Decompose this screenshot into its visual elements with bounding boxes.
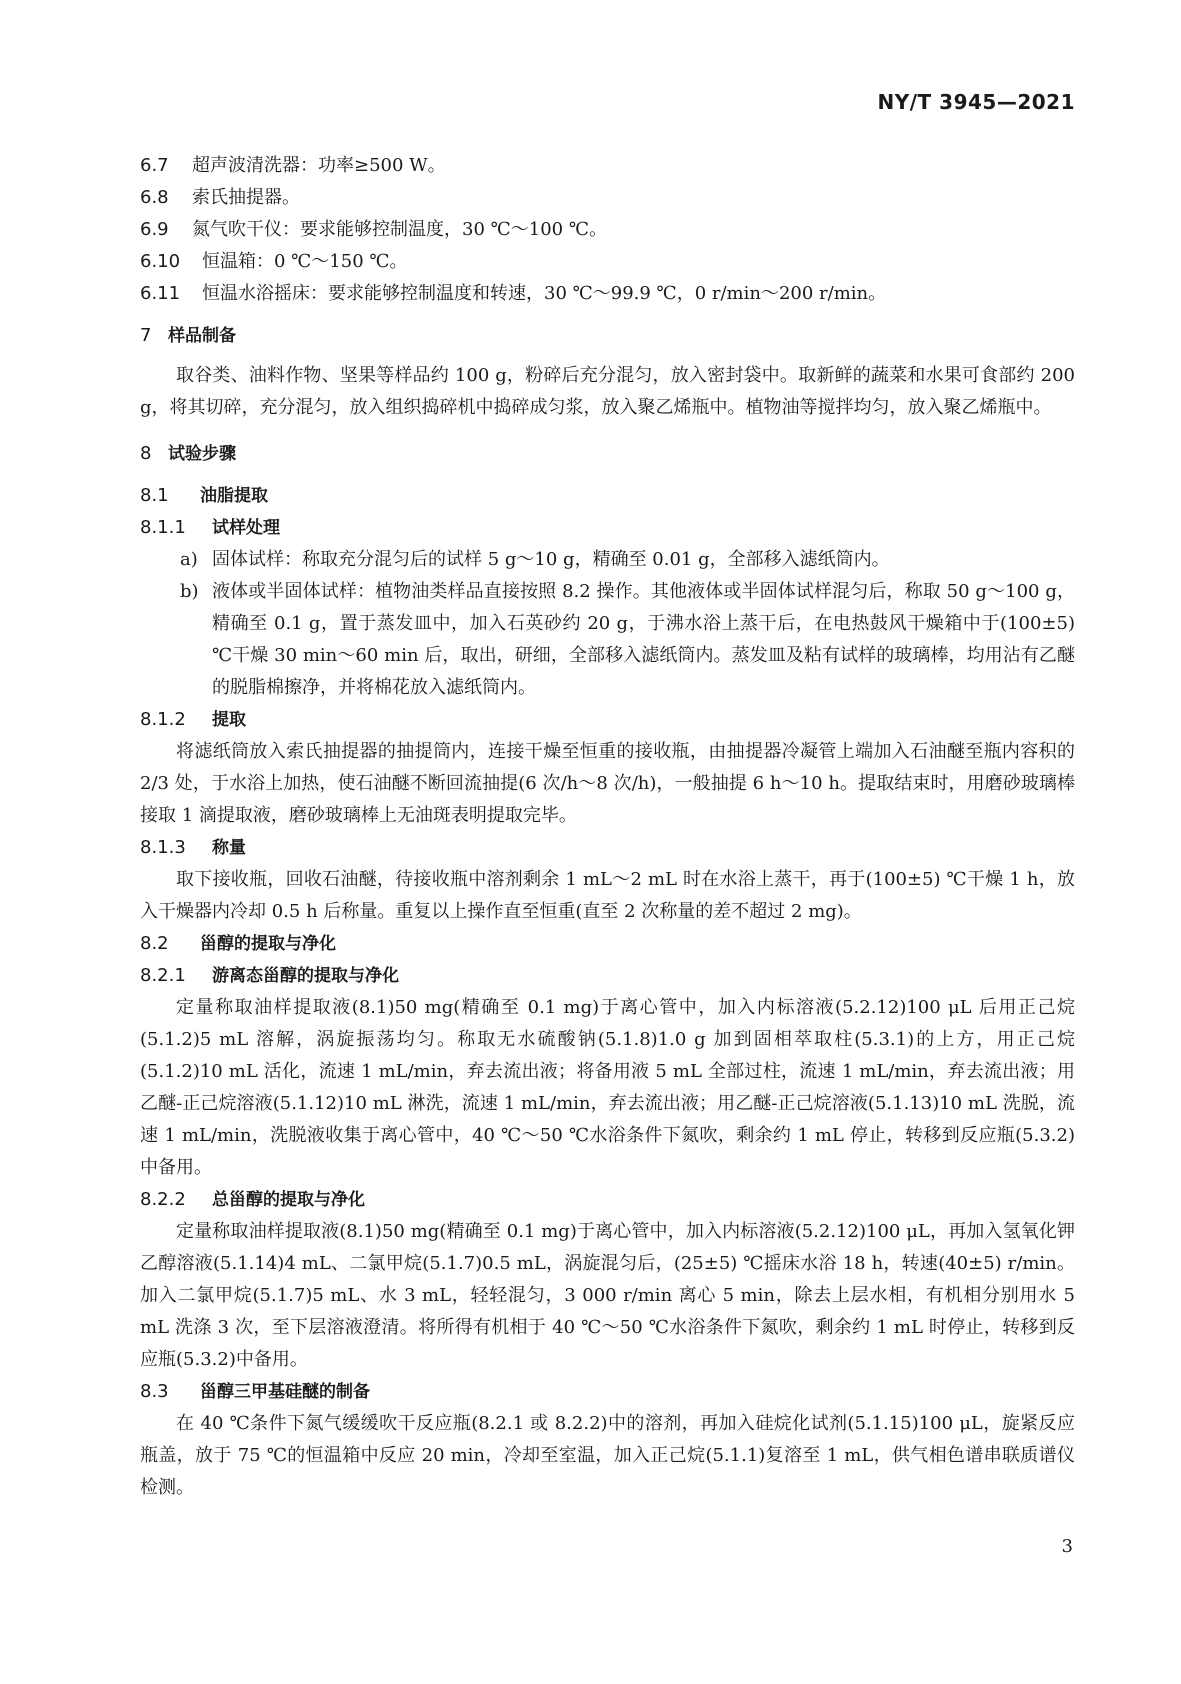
section-8-2-1-paragraph: 定量称取油样提取液(8.1)50 mg(精确至 0.1 mg)于离心管中，加入内标溶液(5.2.12)100 μL 后用正己烷(5.1.2)5 mL 溶解，涡旋振荡均匀。称取无水硫酸钠(5.1.8)1.0 g 加到固相萃取柱(5.3.1)的上方，用正己烷(5.1.2)10 mL 活化，流速 1 mL/min，弃去流出液；将备用液 5 mL 全部过柱，流速 1 mL/min，弃去流出液；用乙醚-正己烷溶液(5.1.12)10 mL 淋洗，流速 1 mL/min，弃去流出液；用乙醚-正己烷溶液(5.1.13)10 mL 洗脱，流速 1 mL/min，洗脱液收集于离心管中，40 ℃～50 ℃水浴条件下氮吹，剩余约 1 mL 停止，转移到反应瓶(5.3.2)中备用。 [140,997,1075,1178]
section-8-3-paragraph: 在 40 ℃条件下氮气缓缓吹干反应瓶(8.2.1 或 8.2.2)中的溶剂，再加入硅烷化试剂(5.1.15)100 μL，旋紧反应瓶盖，放于 75 ℃的恒温箱中反应 20 min，冷却至室温，加入正己烷(5.1.1)复溶至 1 mL，供气相色谱串联质谱仪检测。 [140,1413,1075,1498]
item-number: 6.10 [140,251,181,272]
section-number: 8.1.2 [140,709,186,730]
section-number: 8.3 [140,1381,169,1402]
section-title: 甾醇三甲基硅醚的制备 [200,1382,370,1402]
section-8-2-2-heading [140,1184,1075,1216]
item-text: 索氏抽提器。 [192,187,300,208]
section-number: 8.1.3 [140,837,186,858]
section-title: 提取 [212,710,246,730]
section-number: 8.2 [140,933,169,954]
list-item-text: 固体试样：称取充分混匀后的试样 5 g～10 g，精确至 0.01 g，全部移入滤纸筒内。 [212,549,890,570]
item-number: 6.11 [140,283,181,304]
section-number: 8.2.1 [140,965,186,986]
section-8-heading [140,438,1075,470]
section-8-1-heading [140,480,1075,512]
section-number: 8.2.2 [140,1189,186,1210]
section-title: 样品制备 [168,326,236,346]
item-6-7 [140,150,1075,182]
item-6-9 [140,214,1075,246]
page-content [140,150,1075,1504]
item-6-8 [140,182,1075,214]
item-text: 氮气吹干仪：要求能够控制温度，30 ℃～100 ℃。 [192,219,607,240]
list-item-a [140,544,1075,576]
section-8-1-3-heading [140,832,1075,864]
page-number: 3 [1061,1536,1073,1557]
item-number: 6.7 [140,155,169,176]
section-7-paragraph: 取谷类、油料作物、坚果等样品约 100 g，粉碎后充分混匀，放入密封袋中。取新鲜的蔬菜和水果可食部约 200 g，将其切碎，充分混匀，放入组织捣碎机中捣碎成匀浆，放入聚乙烯瓶中。植物油等搅拌均匀，放入聚乙烯瓶中。 [140,365,1075,418]
section-title: 总甾醇的提取与净化 [212,1190,365,1210]
section-8-2-heading [140,928,1075,960]
section-7-heading [140,320,1075,352]
section-number: 7 [140,325,152,346]
list-marker: b) [180,581,199,602]
section-title: 称量 [212,838,246,858]
section-8-1-2-paragraph: 将滤纸筒放入索氏抽提器的抽提筒内，连接干燥至恒重的接收瓶，由抽提器冷凝管上端加入石油醚至瓶内容积的 2/3 处，于水浴上加热，使石油醚不断回流抽提(6 次/h～8 次/h)，一般抽提 6 h～10 h。提取结束时，用磨砂玻璃棒接取 1 滴提取液，磨砂玻璃棒上无油斑表明提取完毕。 [140,741,1075,826]
section-8-2-1-heading [140,960,1075,992]
item-number: 6.8 [140,187,169,208]
section-title: 甾醇的提取与净化 [200,934,336,954]
item-text: 恒温水浴摇床：要求能够控制温度和转速，30 ℃～99.9 ℃，0 r/min～200 r/min。 [202,283,887,304]
section-title: 游离态甾醇的提取与净化 [212,966,399,986]
section-number: 8.1 [140,485,169,506]
section-8-3-heading [140,1376,1075,1408]
section-number: 8.1.1 [140,517,186,538]
section-title: 油脂提取 [200,486,268,506]
section-8-1-2-heading [140,704,1075,736]
item-6-11 [140,278,1075,310]
item-text: 恒温箱：0 ℃～150 ℃。 [202,251,408,272]
item-number: 6.9 [140,219,169,240]
section-title: 试样处理 [212,518,280,538]
section-8-2-2-paragraph: 定量称取油样提取液(8.1)50 mg(精确至 0.1 mg)于离心管中，加入内标溶液(5.2.12)100 μL，再加入氢氧化钾乙醇溶液(5.1.14)4 mL、二氯甲烷(5.1.7)0.5 mL，涡旋混匀后，(25±5) ℃摇床水浴 18 h，转速(40±5) r/min。加入二氯甲烷(5.1.7)5 mL、水 3 mL，轻轻混匀，3 000 r/min 离心 5 min，除去上层水相，有机相分别用水 5 mL 洗涤 3 次，至下层溶液澄清。将所得有机相于 40 ℃～50 ℃水浴条件下氮吹，剩余约 1 mL 时停止，转移到反应瓶(5.3.2)中备用。 [140,1221,1075,1370]
item-6-10 [140,246,1075,278]
list-item-b [140,576,1075,704]
section-title: 试验步骤 [168,444,236,464]
item-text: 超声波清洗器：功率≥500 W。 [192,155,446,176]
section-8-1-3-paragraph: 取下接收瓶，回收石油醚，待接收瓶中溶剂剩余 1 mL～2 mL 时在水浴上蒸干，再于(100±5) ℃干燥 1 h，放入干燥器内冷却 0.5 h 后称量。重复以上操作直至恒重(直至 2 次称量的差不超过 2 mg)。 [140,869,1075,922]
list-item-text: 液体或半固体试样：植物油类样品直接按照 8.2 操作。其他液体或半固体试样混匀后，称取 50 g～100 g，精确至 0.1 g，置于蒸发皿中，加入石英砂约 20 g，于沸水浴上蒸干后，在电热鼓风干燥箱中于(100±5) ℃干燥 30 min～60 min 后，取出，研细，全部移入滤纸筒内。蒸发皿及粘有试样的玻璃棒，均用沾有乙醚的脱脂棉擦净，并将棉花放入滤纸筒内。 [212,581,1075,698]
list-marker: a) [180,549,198,570]
section-number: 8 [140,443,152,464]
section-8-1-1-heading [140,512,1075,544]
standard-number: NY/T 3945—2021 [877,90,1075,114]
